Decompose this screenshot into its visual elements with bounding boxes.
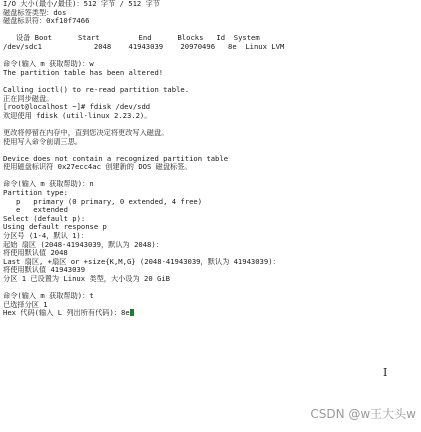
terminal-line: 欢迎使用 fdisk (util-linux 2.23.2)。 <box>3 111 152 120</box>
terminal-line: 磁盘标签类型：dos <box>3 8 67 17</box>
terminal-line <box>3 172 421 181</box>
terminal-line: 命令(输入 m 获取帮助)：n <box>3 180 94 189</box>
terminal-line: The partition table has been altered! <box>3 68 164 77</box>
terminal-line: 命令(输入 m 获取帮助)：t <box>3 292 94 301</box>
terminal-line: 已选择分区 1 <box>3 300 48 309</box>
terminal-line: 将使用默认值 2048 <box>3 249 68 258</box>
terminal-line: Calling ioctl() to re-read partition table. <box>3 85 190 94</box>
watermark: CSDN @w王大头w <box>310 407 416 421</box>
terminal-line <box>3 284 421 293</box>
ibeam-cursor-icon: I <box>383 366 388 379</box>
terminal-line: Device does not contain a recognized partition table <box>3 154 229 163</box>
terminal-line: 正在同步磁盘。 <box>3 94 54 103</box>
terminal-line: 分区 1 已设置为 Linux 类型，大小设为 20 GiB <box>3 275 171 283</box>
terminal-line: 磁盘标识符：0xf10f7466 <box>3 17 90 26</box>
terminal-line: Partition type: <box>3 189 68 198</box>
terminal-line <box>3 52 421 61</box>
terminal-line: e extended <box>3 206 68 215</box>
terminal-line <box>3 77 421 86</box>
terminal-line: 起始 扇区 (2048-41943039，默认为 2048)： <box>3 240 163 249</box>
terminal-prompt-line[interactable] <box>3 309 421 318</box>
terminal-line: p primary (0 primary, 0 extended, 4 free) <box>3 197 203 206</box>
terminal-line: 使用写入命令前请三思。 <box>3 137 83 146</box>
terminal-line: 设备 Boot Start End Blocks Id System <box>3 34 260 43</box>
terminal-line: 将使用默认值 41943039 <box>3 266 86 275</box>
terminal-line-text: Hex 代码(输入 L 列出所有代码)：8e <box>3 309 130 318</box>
terminal-line: Last 扇区, +扇区 or +size{K,M,G} (2048-41943039，默认为 41943039)： <box>3 257 280 266</box>
terminal-line: I/O 大小(最小/最佳)：512 字节 / 512 字节 <box>3 0 160 8</box>
terminal-line: 使用磁盘标识符 0x27ecc4ac 创建新的 DOS 磁盘标签。 <box>3 163 192 172</box>
terminal-line: Select (default p): <box>3 214 86 223</box>
terminal-line <box>3 120 421 129</box>
terminal-line: 分区号 (1-4，默认 1)： <box>3 232 88 241</box>
terminal-line <box>3 26 421 35</box>
terminal-line: Using default response p <box>3 223 107 232</box>
terminal-line: /dev/sdc1 2048 41943039 20970496 8e Linux LVM <box>3 42 285 51</box>
text-cursor <box>130 309 134 316</box>
terminal-line: 命令(输入 m 获取帮助)：w <box>3 60 94 69</box>
terminal-line: [root@localhost ~]# fdisk /dev/sdd <box>3 103 151 112</box>
terminal-line <box>3 146 421 155</box>
terminal-line: 更改将停留在内存中，直到您决定将更改写入磁盘。 <box>3 128 169 137</box>
